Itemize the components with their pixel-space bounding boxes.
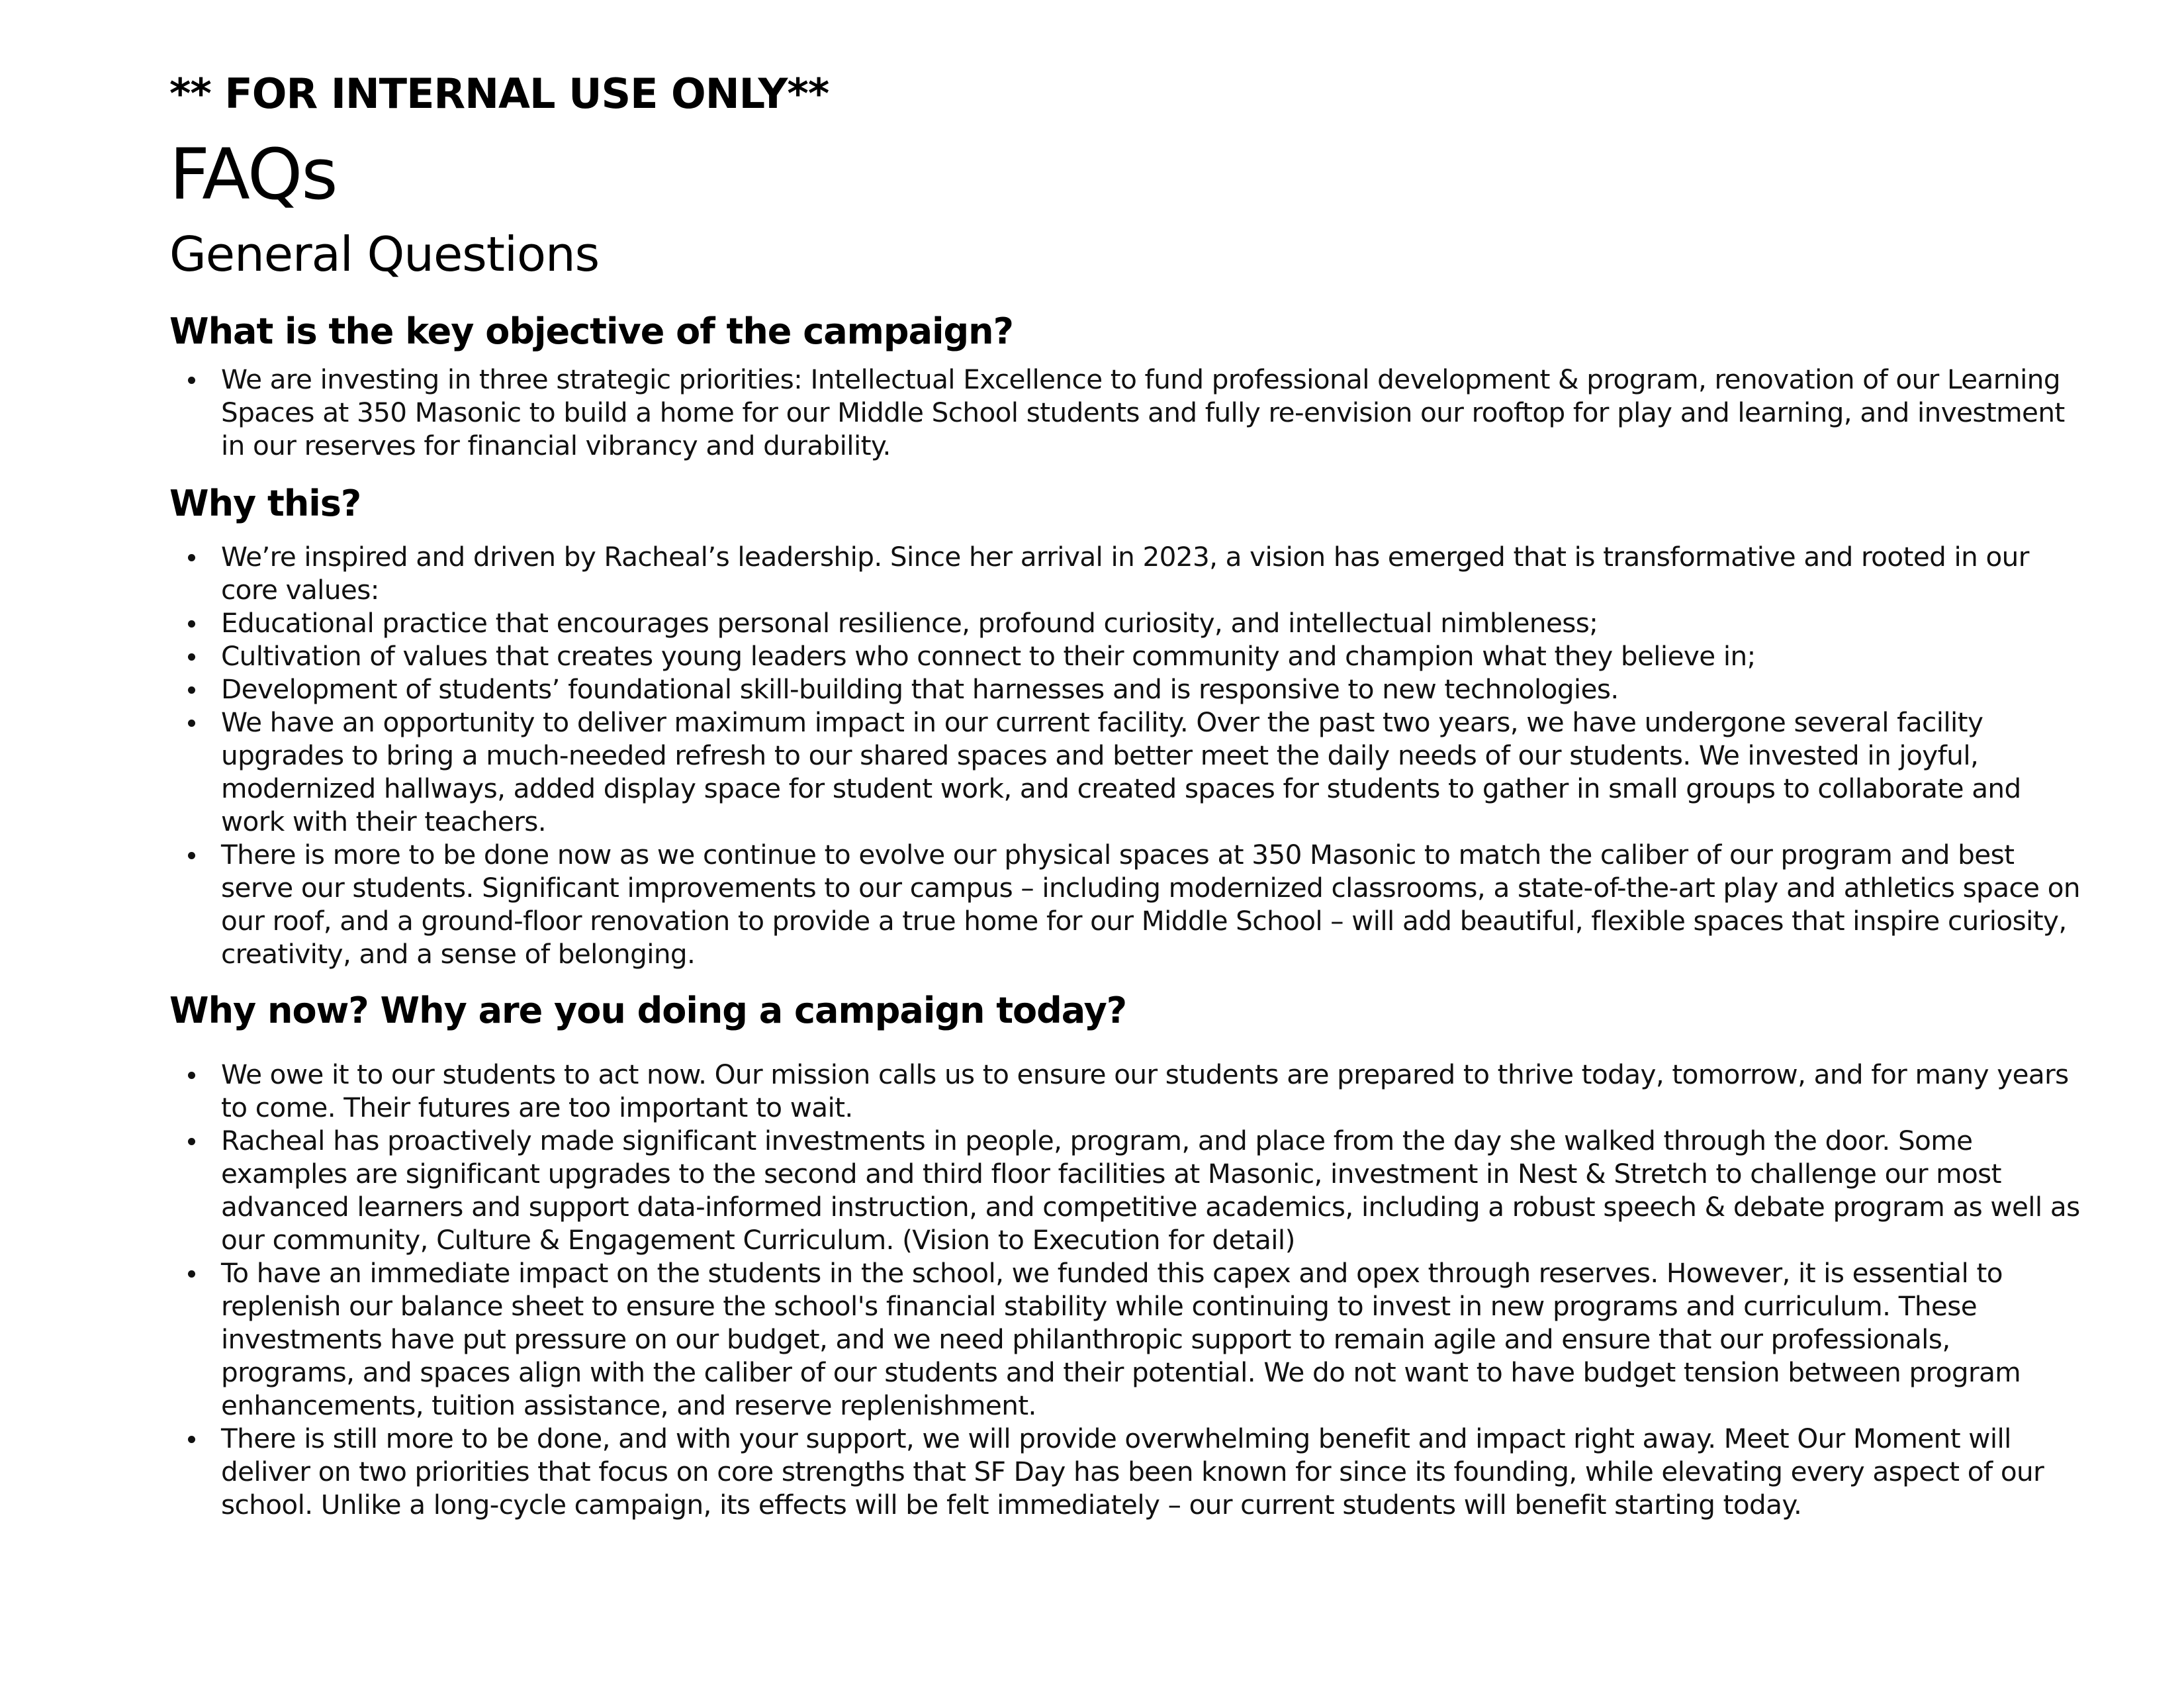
- page-subtitle: General Questions: [169, 226, 600, 282]
- bullet-item: There is still more to be done, and with your support, we will provide overwhelming benefit and impact right away. Meet Our Moment will deliver on two priorities that focus on core strengths that SF Day has been known for since its founding, while elevating every aspect of our school. Unlike a long-cycle campaign, its effects will be felt immediately – our current students will benefit starting today.: [221, 1422, 2089, 1521]
- bullet-item: Educational practice that encourages personal resilience, profound curiosity, and intellectual nimbleness;: [221, 606, 2089, 639]
- bullet-item: Racheal has proactively made significant investments in people, program, and place from the day she walked through the door. Some examples are significant upgrades to the second and third floor facilities at Masonic, investment in Nest & Stretch to challenge our most advanced learners and support data-informed instruction, and competitive academics, including a robust speech & debate program as well as our community, Culture & Engagement Curriculum. (Vision to Execution for detail): [221, 1124, 2089, 1256]
- faq-section-why-now: [169, 986, 2089, 1521]
- bullet-item: To have an immediate impact on the students in the school, we funded this capex and opex through reserves. However, it is essential to replenish our balance sheet to ensure the school's financial stability while continuing to invest in new programs and curriculum. These investments have put pressure on our budget, and we need philanthropic support to remain agile and ensure that our professionals, programs, and spaces align with the caliber of our students and their potential. We do not want to have budget tension between program enhancements, tuition assistance, and reserve replenishment.: [221, 1256, 2089, 1422]
- bullet-item: Development of students’ foundational skill-building that harnesses and is responsive to new technologies.: [221, 673, 2089, 706]
- faq-document: [169, 64, 2089, 1521]
- section-heading: What is the key objective of the campaign?: [169, 310, 1013, 352]
- section-heading: Why this?: [169, 483, 361, 524]
- bullet-item: We’re inspired and driven by Racheal’s leadership. Since her arrival in 2023, a vision has emerged that is transformative and rooted in our core values:: [221, 540, 2089, 606]
- bullet-list: [169, 363, 2089, 462]
- bullet-list: [169, 540, 2089, 970]
- bullet-item: We are investing in three strategic priorities: Intellectual Excellence to fund professional development & program, renovation of our Learning Spaces at 350 Masonic to build a home for our Middle School students and fully re-envision our rooftop for play and learning, and investment in our reserves for financial vibrancy and durability.: [221, 363, 2089, 462]
- bullet-item: We owe it to our students to act now. Our mission calls us to ensure our students are prepared to thrive today, tomorrow, and for many years to come. Their futures are too important to wait.: [221, 1058, 2089, 1124]
- page-title: FAQs: [169, 134, 337, 215]
- faq-section-objective: [169, 307, 2089, 462]
- section-heading: Why now? Why are you doing a campaign today?: [169, 990, 1127, 1031]
- faq-section-why-this: [169, 479, 2089, 970]
- bullet-item: We have an opportunity to deliver maximum impact in our current facility. Over the past two years, we have undergone several facility upgrades to bring a much-needed refresh to our shared spaces and better meet the daily needs of our students. We invested in joyful, modernized hallways, added display space for student work, and created spaces for students to gather in small groups to collaborate and work with their teachers.: [221, 706, 2089, 838]
- bullet-item: Cultivation of values that creates young leaders who connect to their community and champion what they believe in;: [221, 639, 2089, 673]
- bullet-item: There is more to be done now as we continue to evolve our physical spaces at 350 Masonic to match the caliber of our program and best serve our students. Significant improvements to our campus – including modernized classrooms, a state-of-the-art play and athletics space on our roof, and a ground-floor renovation to provide a true home for our Middle School – will add beautiful, flexible spaces that inspire curiosity, creativity, and a sense of belonging.: [221, 838, 2089, 970]
- bullet-list: [169, 1058, 2089, 1521]
- internal-use-banner: ** FOR INTERNAL USE ONLY**: [169, 70, 829, 118]
